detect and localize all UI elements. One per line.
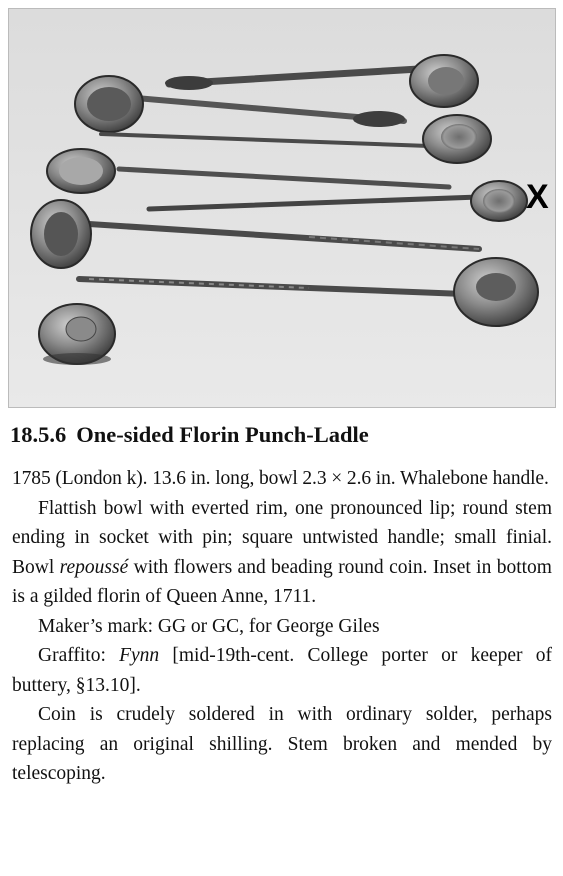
date-dimensions-paragraph: 1785 (London k). 13.6 in. long, bowl 2.3 × 2.6 in. Whalebone handle. bbox=[12, 468, 549, 489]
graffito-paragraph bbox=[12, 641, 552, 700]
coin-note-paragraph: Coin is crudely soldered in with ordinary solder, perhaps replacing an original shilling. Stem broken and mended by telescoping. bbox=[12, 704, 552, 784]
description-paragraph bbox=[12, 494, 552, 612]
description-term-repousse: repoussé bbox=[59, 556, 129, 578]
entry-description bbox=[12, 464, 552, 789]
graffito-note: [mid-19th-cent. College porter or keeper of buttery, §13.10]. bbox=[12, 645, 552, 696]
description-text-2: with flowers and beading round coin. Inset in bottom is a gilded florin of Queen Anne, 1711. bbox=[12, 556, 552, 607]
graffito-name: Fynn bbox=[119, 645, 160, 666]
graffito-label: Graffito: bbox=[38, 645, 120, 666]
description-text-1: Flattish bowl with everted rim, one pronounced lip; round stem ending in socket with pin; square untwisted handle; small finial. Bowl bbox=[12, 497, 552, 578]
makers-mark-paragraph: Maker’s mark: GG or GC, for George Giles bbox=[38, 615, 380, 637]
ladle-marker-x: X bbox=[526, 178, 549, 216]
entry-number: 18.5.6 bbox=[10, 422, 67, 447]
ladles-photograph bbox=[8, 8, 556, 408]
detached-bowl bbox=[39, 304, 115, 365]
entry-heading bbox=[10, 420, 555, 450]
entry-title: One-sided Florin Punch-Ladle bbox=[76, 422, 369, 447]
